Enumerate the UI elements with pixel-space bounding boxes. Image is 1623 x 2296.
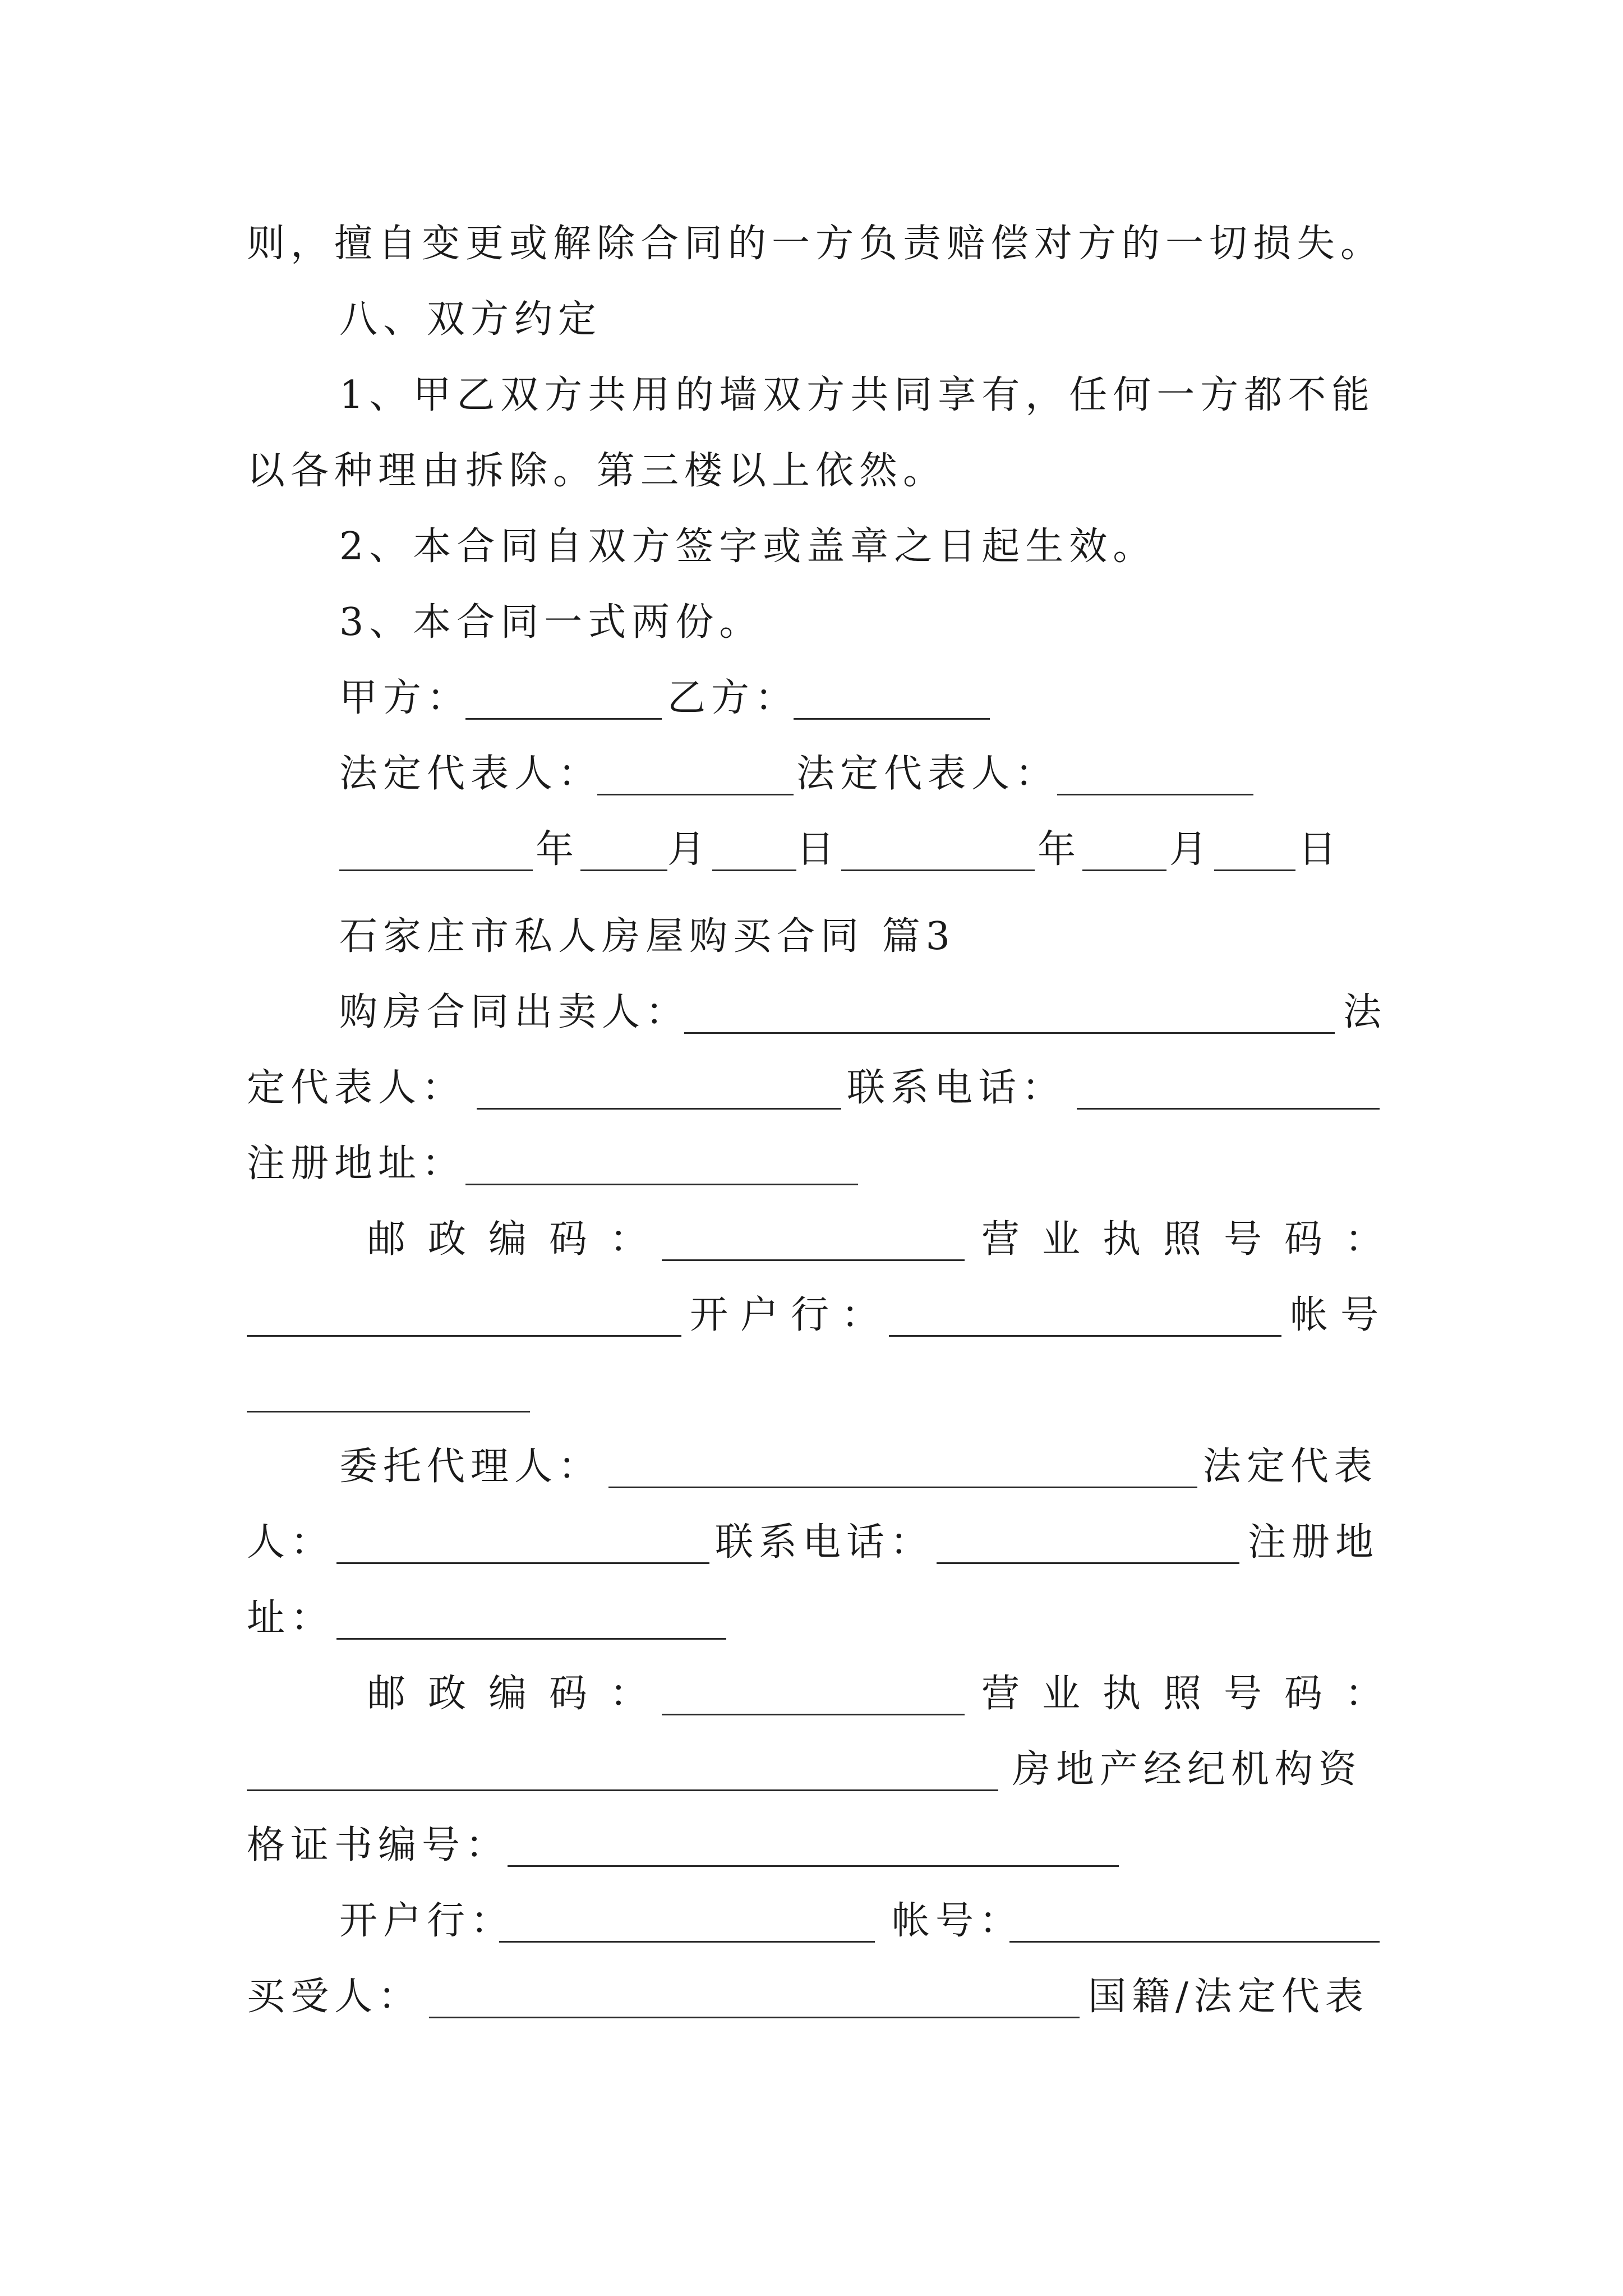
day-b-blank[interactable] bbox=[1214, 869, 1295, 871]
seller-bank-blank[interactable] bbox=[889, 1335, 1281, 1337]
seller-legal-rep-label: 定代表人： bbox=[247, 1066, 466, 1110]
seller-account-blank[interactable] bbox=[247, 1411, 530, 1412]
day-b-label: 日 bbox=[1298, 827, 1343, 872]
agent-license-label: 营业执照号码： bbox=[981, 1672, 1406, 1716]
seller-postcode-blank[interactable] bbox=[662, 1259, 965, 1261]
day-a-label: 日 bbox=[796, 827, 841, 872]
seller-legal-rep-blank[interactable] bbox=[477, 1108, 841, 1110]
seller-address-blank[interactable] bbox=[465, 1184, 858, 1185]
agent-blank[interactable] bbox=[608, 1487, 1197, 1488]
legal-rep-a-label: 法定代表人： bbox=[339, 752, 602, 796]
text-line: 以各种理由拆除。第三楼以上依然。 bbox=[247, 449, 947, 493]
party-a-blank[interactable] bbox=[465, 718, 662, 720]
agent-cert-tail: 格证书编号： bbox=[247, 1823, 510, 1867]
seller-legal-rep-prefix: 法 bbox=[1343, 990, 1387, 1034]
section-title: 石家庄市私人房屋购买合同 篇3 bbox=[339, 914, 956, 959]
text-line: 1、甲乙双方共用的墙双方共同享有，任何一方都不能 bbox=[339, 373, 1376, 417]
agent-legal-rep-blank[interactable] bbox=[336, 1562, 709, 1564]
agent-postcode-blank[interactable] bbox=[662, 1714, 965, 1715]
seller-license-label: 营业执照号码： bbox=[981, 1217, 1406, 1262]
agent-legal-rep-head: 法定代表 bbox=[1203, 1444, 1378, 1489]
agent-bank-label: 开户行： bbox=[339, 1899, 515, 1943]
agent-cert-blank[interactable] bbox=[508, 1865, 1119, 1867]
year-a-blank[interactable] bbox=[339, 869, 533, 871]
agent-phone-label: 联系电话： bbox=[715, 1520, 934, 1565]
day-a-blank[interactable] bbox=[712, 869, 796, 871]
party-a-label: 甲方： bbox=[339, 676, 471, 720]
buyer-nationality-label: 国籍/法定代表 bbox=[1088, 1975, 1369, 2019]
seller-phone-blank[interactable] bbox=[1077, 1108, 1380, 1110]
agent-address-tail: 址： bbox=[247, 1596, 335, 1640]
month-a-blank[interactable] bbox=[580, 869, 667, 871]
month-b-blank[interactable] bbox=[1082, 869, 1166, 871]
seller-address-label: 注册地址： bbox=[247, 1142, 466, 1186]
seller-license-blank[interactable] bbox=[247, 1335, 681, 1337]
agent-postcode-label: 邮政编码： bbox=[367, 1672, 671, 1716]
agent-account-label: 帐号： bbox=[892, 1899, 1023, 1943]
agent-license-blank[interactable] bbox=[247, 1789, 998, 1791]
agent-cert-head: 房地产经纪机构资 bbox=[1012, 1747, 1363, 1792]
party-b-blank[interactable] bbox=[794, 718, 990, 720]
agent-phone-blank[interactable] bbox=[937, 1562, 1239, 1564]
text-line: 2、本合同自双方签字或盖章之日起生效。 bbox=[339, 524, 1157, 569]
seller-bank-label: 开户行： bbox=[690, 1293, 892, 1337]
seller-account-label: 帐号 bbox=[1290, 1293, 1391, 1337]
year-b-label: 年 bbox=[1038, 827, 1082, 872]
agent-label: 委托代理人： bbox=[339, 1444, 602, 1489]
year-b-blank[interactable] bbox=[841, 869, 1035, 871]
buyer-label: 买受人： bbox=[247, 1975, 422, 2019]
party-b-label: 乙方： bbox=[667, 676, 799, 720]
section-heading: 八、双方约定 bbox=[339, 297, 602, 342]
legal-rep-b-blank[interactable] bbox=[1057, 794, 1253, 795]
month-a-label: 月 bbox=[667, 827, 712, 872]
legal-rep-a-blank[interactable] bbox=[597, 794, 794, 795]
year-a-label: 年 bbox=[536, 827, 580, 872]
seller-label: 购房合同出卖人： bbox=[339, 990, 690, 1034]
month-b-label: 月 bbox=[1169, 827, 1214, 872]
agent-address-blank[interactable] bbox=[336, 1638, 726, 1640]
seller-blank[interactable] bbox=[684, 1032, 1335, 1034]
text-line: 3、本合同一式两份。 bbox=[339, 600, 763, 645]
legal-rep-b-label: 法定代表人： bbox=[796, 752, 1059, 796]
agent-bank-blank[interactable] bbox=[499, 1941, 875, 1943]
agent-address-head: 注册地 bbox=[1248, 1520, 1380, 1565]
agent-legal-rep-tail: 人： bbox=[247, 1520, 335, 1565]
seller-postcode-label: 邮政编码： bbox=[367, 1217, 671, 1262]
text-line: 则，擅自变更或解除合同的一方负责赔偿对方的一切损失。 bbox=[247, 222, 1385, 266]
buyer-blank[interactable] bbox=[429, 2017, 1080, 2018]
seller-phone-label: 联系电话： bbox=[847, 1066, 1066, 1110]
agent-account-blank[interactable] bbox=[1009, 1941, 1380, 1943]
